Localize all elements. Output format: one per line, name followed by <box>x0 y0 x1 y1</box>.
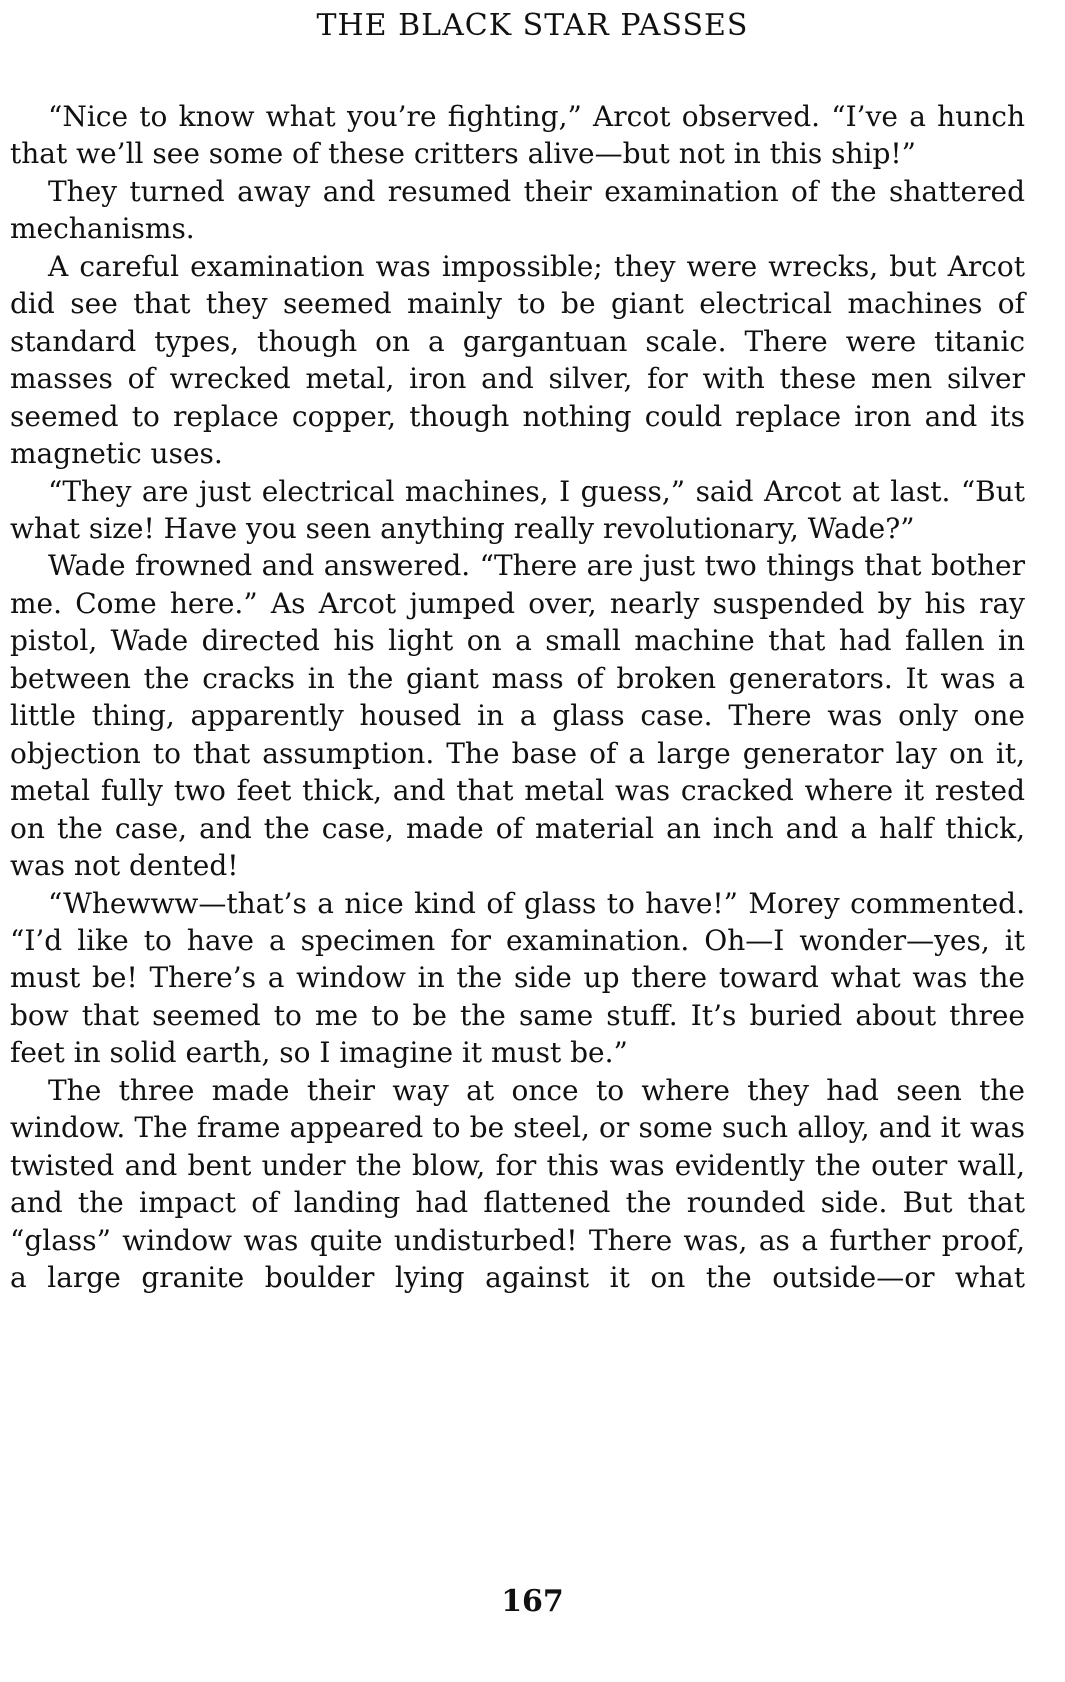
paragraph: They turned away and resumed their examination of the shattered mechanisms. <box>10 174 1025 246</box>
page-number: 167 <box>501 1584 564 1619</box>
paragraph: A careful examination was impossible; they were wrecks, but Arcot did see that they seemed mainly to be giant electrical machines of standard types, though on a gargantuan scale. There were titanic masses of wrecked metal, iron and silver, for with these men silver seemed to replace copper, though nothing could replace iron and its magnetic uses. <box>10 249 1025 471</box>
paragraph: “They are just electrical machines, I guess,” said Arcot at last. “But what size! Have you seen anything really revolutionary, Wade?” <box>10 474 1025 545</box>
running-head: THE BLACK STAR PASSES <box>316 8 749 43</box>
paragraph: “Nice to know what you’re fighting,” Arcot observed. “I’ve a hunch that we’ll see some of these critters alive—but not in this ship!” <box>10 100 1025 171</box>
paragraph: The three made their way at once to where they had seen the window. The frame appeared to be steel, or some such alloy, and it was twisted and bent under the blow, for this was evidently the outer wall, and the impact of landing had flattened the rounded side. But that “glass” window was quite undisturbed! There was, as a further proof, a large granite boulder lying against it on the outside—or what <box>10 1073 1025 1295</box>
paragraph: Wade frowned and answered. “There are just two things that bother me. Come here.” As Arcot jumped over, nearly suspended by his ray pistol, Wade directed his light on a small machine that had fallen in between the cracks in the giant mass of broken generators. It was a little thing, apparently housed in a glass case. There was only one objection to that assumption. The base of a large generator lay on it, metal fully two feet thick, and that metal was cracked where it rested on the case, and the case, made of material an inch and a half thick, was not dented! <box>10 549 1025 883</box>
paragraph: “Whewww—that’s a nice kind of glass to have!” Morey commented. “I’d like to have a specimen for examination. Oh—I wonder—yes, it must be! There’s a window in the side up there toward what was the bow that seemed to me to be the same stuff. It’s buried about three feet in solid earth, so I imagine it must be.” <box>10 886 1025 1070</box>
body-text <box>10 98 1025 1297</box>
